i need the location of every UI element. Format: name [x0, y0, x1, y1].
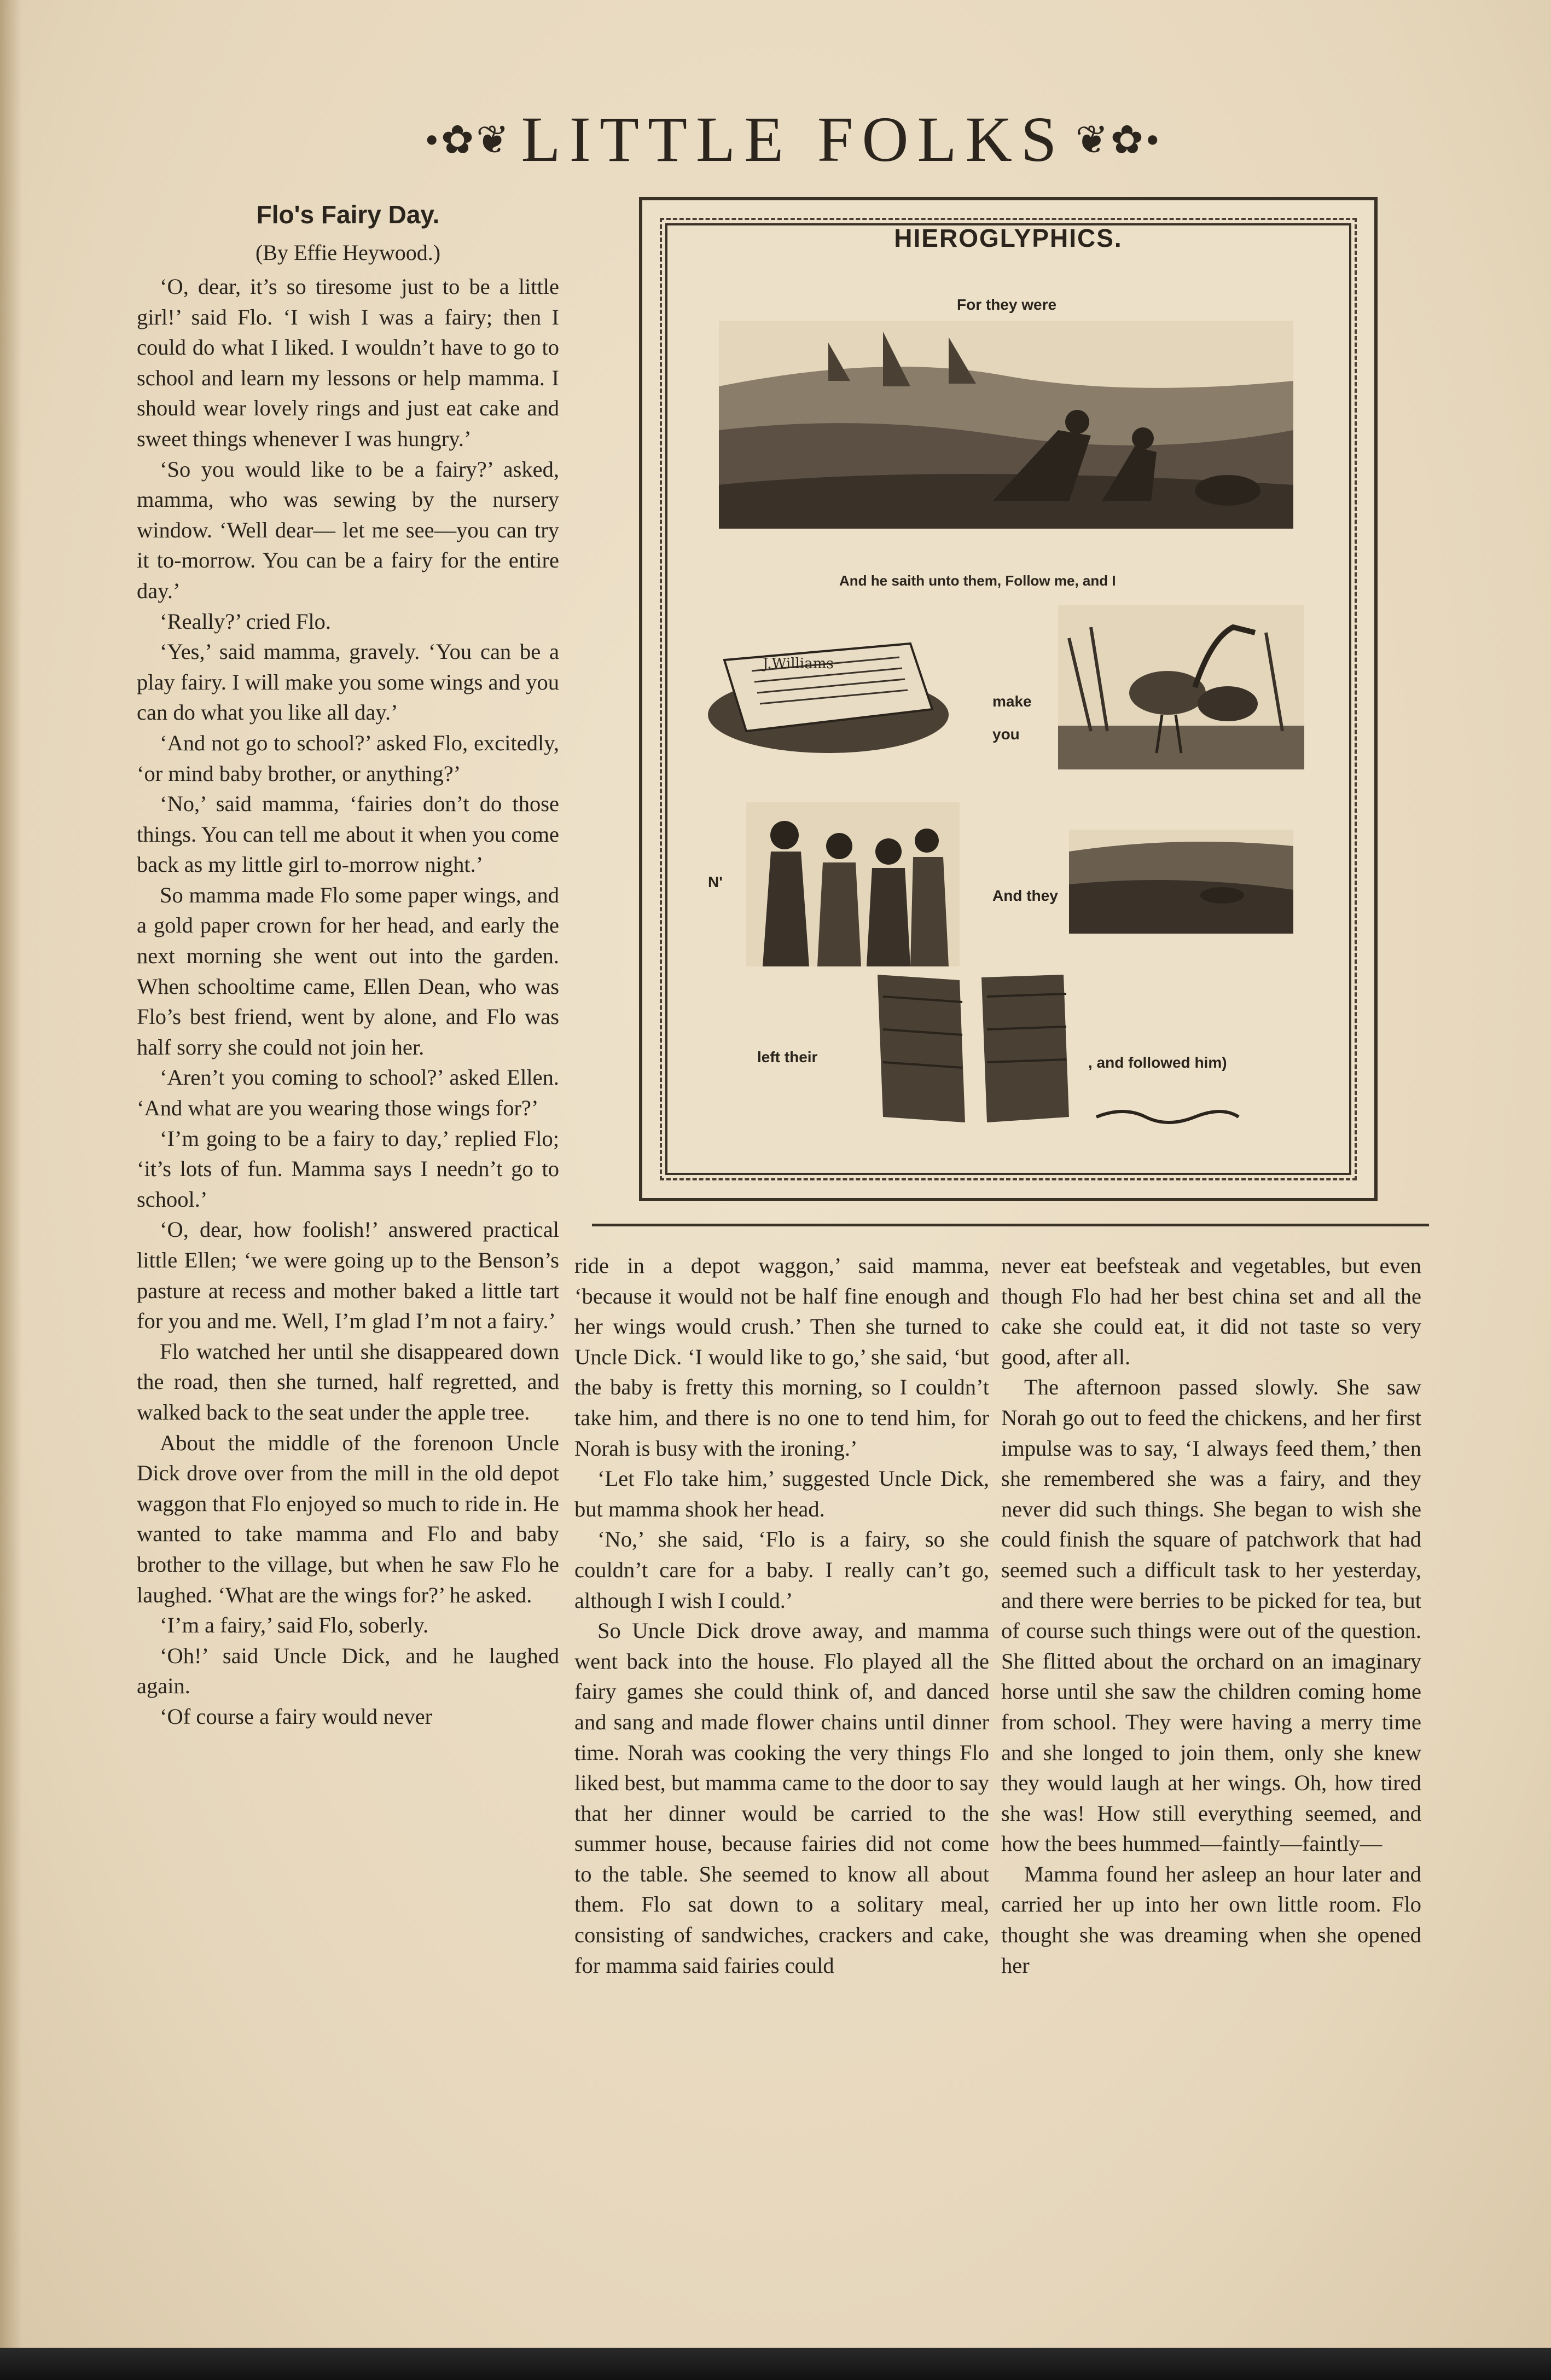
- paragraph: ‘Oh!’ said Uncle Dick, and he laughed again.: [137, 1643, 559, 1699]
- story-title: Flo's Fairy Day.: [256, 200, 440, 229]
- paragraph: So Uncle Dick drove away, and mamma went back into the house. Flo played all the fairy games she could think of, and danced and sang and made flower chains until dinner time. Norah was cooking the very things Flo liked best, but mamma came to the door to say that her dinner would be carried to the summer house, because fairies did not come to the table. She seemed to know all about them. Flo sat down to a solitary meal, consisting of sandwiches, crackers and cake, for mamma said fairies could: [574, 1618, 989, 1978]
- hiero-make: make: [992, 693, 1032, 710]
- paragraph: never eat beefsteak and vegetables, but even though Flo had her best china set and all the cake she could eat, it did not taste so very good, after all.: [1001, 1253, 1421, 1369]
- document-scroll-engraving: [702, 627, 954, 758]
- masthead: [383, 99, 1204, 181]
- paragraph: ‘Aren’t you coming to school?’ asked Ellen. ‘And what are you wearing those wings for?’: [137, 1065, 559, 1121]
- masthead-title: LITTLE FOLKS: [521, 103, 1066, 175]
- scroll-text: J.Williams: [763, 656, 834, 672]
- paragraph: ‘And not go to school?’ asked Flo, excitedly, ‘or mind baby brother, or anything?’: [137, 730, 559, 786]
- story-byline: (By Effie Heywood.): [255, 240, 441, 265]
- hiero-line-1: For they were: [957, 296, 1057, 313]
- hiero-you: you: [992, 726, 1020, 743]
- herons-engraving: [1058, 605, 1304, 769]
- hieroglyphics-title: HIEROGLYPHICS.: [894, 224, 1123, 252]
- paragraph: The afternoon passed slowly. She saw Norah go out to feed the chickens, and her first impulse was to say, ‘I always feed them,’ then she remembered she was a fairy, and they never did such things. She began to wish she could finish the square of patchwork that had seemed such a difficult task to her yesterday, and there were berries to be picked for tea, but of course such things were out of the question. She flitted about the orchard on an imaginary horse until she saw the children coming home from school. They were having a merry time and she longed to join them, only she knew they would laugh at her wings. Oh, how tired she was! How still everything seemed, and how the bees hummed—faintly—faintly—: [1001, 1375, 1421, 1856]
- hiero-n-label: N': [708, 873, 723, 890]
- story-column-2: [574, 1250, 989, 1981]
- paragraph: ‘O, dear, how foolish!’ answered practical little Ellen; ‘we were going up to the Benson’s pasture at recess and mother baked a little tart for you and me. Well, I’m glad I’m not a fairy.’: [137, 1217, 559, 1334]
- story-column-3: [1001, 1250, 1421, 1981]
- paragraph: Flo watched her until she disappeared down the road, then she turned, half regretted, and walked back to the seat under the apple tree.: [137, 1339, 559, 1424]
- scan-bottom-edge: [0, 2348, 1551, 2380]
- paragraph: So mamma made Flo some paper wings, and a gold paper crown for her head, and early the next morning she went out into the garden. When schooltime came, Ellen Dean, who was Flo’s best friend, went by alone, and Flo was half sorry she could not join her.: [137, 882, 559, 1059]
- hiero-line-2: And he saith unto them, Follow me, and I: [839, 572, 1116, 589]
- paragraph: About the middle of the forenoon Uncle Dick drove over from the mill in the old depot waggon that Flo enjoyed so much to ride in. He wanted to take mamma and Flo and baby brother to the village, but when he saw Flo he laughed. ‘What are the wings for?’ he asked.: [137, 1430, 559, 1607]
- paragraph: ‘No,’ she said, ‘Flo is a fairy, so she couldn’t care for a baby. I really can’t go, although I wish I could.’: [574, 1527, 989, 1613]
- paragraph: ‘Of course a fairy would never: [160, 1704, 433, 1729]
- fishermen-boat-engraving: [719, 321, 1293, 529]
- paragraph: ‘Let Flo take him,’ suggested Uncle Dick, but mamma shook her head.: [574, 1466, 989, 1521]
- masthead-ornament-right: ❦✿•: [1075, 118, 1162, 162]
- ornament-flourish: [1091, 1106, 1244, 1128]
- story-column-1: [137, 197, 559, 1732]
- page-edge-shadow: [0, 0, 22, 2348]
- paragraph: ‘So you would like to be a fairy?’ asked, mamma, who was sewing by the nursery window. ‘Well dear— let me see—you can try it to-morrow. You can be a fairy for the entire day.’: [137, 456, 559, 603]
- paragraph: ‘Yes,’ said mamma, gravely. ‘You can be a play fairy. I will make you some wings and you can do what you like all day.’: [137, 639, 559, 725]
- masthead-ornament-left: •✿❦: [425, 118, 512, 162]
- paragraph: Mamma found her asleep an hour later and carried her up into her own little room. Flo thought she was dreaming when she opened her: [1001, 1861, 1421, 1978]
- hieroglyphics-box: [639, 197, 1378, 1201]
- shore-nets-engraving: [1069, 830, 1293, 934]
- paragraph: ‘I’m going to be a fairy to day,’ replied Flo; ‘it’s lots of fun. Mamma says I needn’t go to school.’: [137, 1126, 559, 1212]
- paragraph: ‘Really?’ cried Flo.: [160, 609, 332, 634]
- paragraph: ‘I’m a fairy,’ said Flo, soberly.: [160, 1613, 429, 1638]
- column-divider-rule: [592, 1224, 1429, 1226]
- nets-engraving: [872, 964, 1074, 1128]
- paragraph: ride in a depot waggon,’ said mamma, ‘because it would not be half fine enough and her wings would crush.’ Then she turned to Uncle Dick. ‘I would like to go,’ she said, ‘but the baby is fretty this morning, so I couldn’t take him, and there is no one to tend him, for Norah is busy with the ironing.’: [574, 1253, 989, 1461]
- paragraph: ‘O, dear, it’s so tiresome just to be a little girl!’ said Flo. ‘I wish I was a fairy; then I could do what I liked. I wouldn’t have to go to school and learn my lessons or help mamma. I should wear lovely rings and just eat cake and sweet things whenever I was hungry.’: [137, 274, 559, 451]
- paragraph: ‘No,’ said mamma, ‘fairies don’t do those things. You can tell me about it when you come back as my little girl to-morrow night.’: [137, 791, 559, 877]
- hiero-and-they: And they: [992, 887, 1058, 904]
- hiero-followed: , and followed him): [1088, 1054, 1227, 1071]
- hiero-left-their: left their: [757, 1049, 818, 1066]
- group-of-men-engraving: [746, 802, 960, 966]
